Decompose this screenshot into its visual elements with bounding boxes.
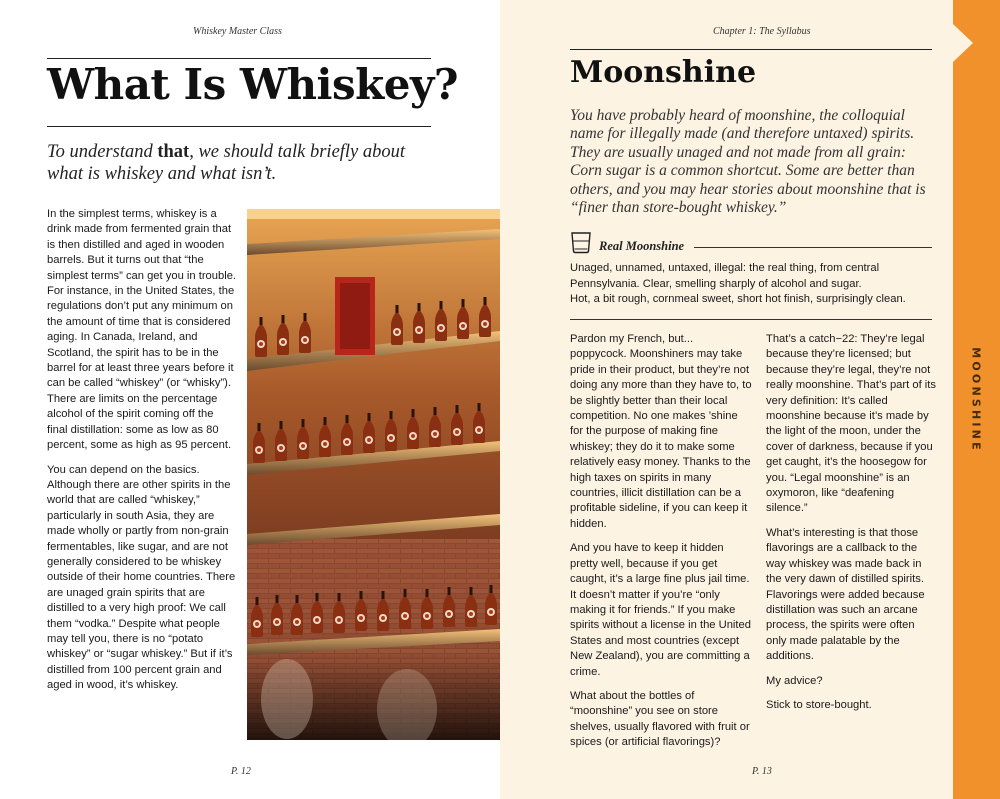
tasting-note-line-2: Hot, a bit rough, cornmeal sweet, short hot finish, surprisingly clean. xyxy=(570,293,906,305)
left-body-text xyxy=(47,207,237,703)
edge-tab-notch xyxy=(953,24,973,62)
tasting-note-header xyxy=(570,230,932,258)
edge-tab-label: MOONSHINE xyxy=(969,347,983,453)
tasting-note-line-1: Unaged, unnamed, untaxed, illegal: the real thing, from central Pennsylvania. Clear, smelling sharply of alcohol and sugar. xyxy=(570,262,880,290)
page-title-left: What Is Whiskey? xyxy=(47,60,458,109)
col2-paragraph-2: What’s interesting is that those flavorings are a callback to the way whiskey was made back in the very dawn of distilled spirits. Flavorings were added because distillation was such an arcane process, the spirits were often only made palatable by the additions. xyxy=(766,526,925,663)
subtitle xyxy=(47,141,437,185)
right-title-rule xyxy=(570,49,932,50)
page-number-left: P. 12 xyxy=(231,766,251,777)
col2-paragraph-3: My advice? xyxy=(766,674,823,687)
whiskey-glass-icon xyxy=(570,230,592,254)
title-rule-bottom xyxy=(47,126,431,127)
tasting-note-box xyxy=(570,230,932,320)
subtitle-post: , we should talk briefly about what is whiskey and what isn’t. xyxy=(47,142,406,184)
left-paragraph-1: In the simplest terms, whiskey is a drink made from fermented grain that is then distilled and aged in wooden barrels. But it turns out that “the simplest terms” can get you in trouble. For instance, in the United States, the regulations don’t put any minimum on the amount of time that is considered aging. In Canada, Ireland, and Scotland, the spirit has to be in the barrel for at least three years before it can be called “whiskey” (or “whisky”). There are limits on the percentage alcohol of the spirit coming off the final distillation: some as low as 80 percent, some as high as 95 percent. xyxy=(47,208,237,452)
intro-text: You have probably heard of moonshine, the colloquial name for illegally made (and therefore untaxed) spirits. They are usually unaged and not made from all grain: Corn sugar is a common shortcut. Some are better than others, and you may hear stories about moonshine that is “finer than store-bought whiskey.” xyxy=(570,107,926,217)
col1-paragraph-3: What about the bottles of “moonshine” you see on store shelves, usually flavored with fruit or spices (or artificial flavorings)? xyxy=(570,689,750,749)
tasting-note-title: Real Moonshine xyxy=(599,239,685,253)
col1-paragraph-2: And you have to keep it hidden pretty well, because if you get caught, it’s a large fine plus jail time. It doesn’t matter if you’re “only making it for friends.” If you make spirits without a license in the United States and most countries (except New Zealand), you are committing a crime. xyxy=(570,542,751,678)
subtitle-bold: that xyxy=(157,142,190,162)
title-rule-top xyxy=(47,58,431,59)
left-paragraph-2: You can depend on the basics. Although there are other spirits in the world that are called “whiskey,” particularly in south Asia, they are made wholly or partly from non-grain fermentables, like sugar, and are not generally considered to be whiskey outside of their home countries. There are unaged grain spirits that are distilled to a very high proof: We call them “vodka.” Despite what people may tell you, there is no “potato whiskey” or “sugar whiskey.” But if it’s distilled from 100 percent grain and aged in wood, it’s whiskey. xyxy=(47,463,236,692)
running-head-right: Chapter 1: The Syllabus xyxy=(713,26,811,37)
col2-paragraph-1: That’s a catch−22: They’re legal because they’re licensed; but because they’re legal, they’re not really moonshine. That’s part of its very definition: It’s called moonshine because it’s made by the light of the moon, under the cover of darkness, because if you get caught, it’s the hoosegow for you. “Legal moonshine” is an oxymoron, like “deafening silence.” xyxy=(766,333,936,515)
tasting-note-rule xyxy=(694,247,932,248)
col1-paragraph-1: Pardon my French, but... poppycock. Moonshiners may take pride in their product, but they’re not doing any more than they have to, to be slightly better than their local competition. No one makes ’shine for the purpose of making fine whiskey; they do it to make some relatively easy money. Thanks to the high taxes on spirits in many countries, illicit distillation can be a profitable sideline, if you can keep it hidden. xyxy=(570,333,752,530)
right-column-2 xyxy=(766,332,938,722)
right-page xyxy=(500,0,953,799)
col2-paragraph-4: Stick to store-bought. xyxy=(766,698,872,711)
right-column-1 xyxy=(570,332,752,760)
page-title-right: Moonshine xyxy=(570,55,757,90)
bar-shelves-photo xyxy=(247,209,500,740)
page-number-right: P. 13 xyxy=(752,766,772,777)
running-head-left: Whiskey Master Class xyxy=(193,26,282,37)
tasting-note-bottom-rule xyxy=(570,319,932,320)
subtitle-pre: To understand xyxy=(47,142,158,162)
